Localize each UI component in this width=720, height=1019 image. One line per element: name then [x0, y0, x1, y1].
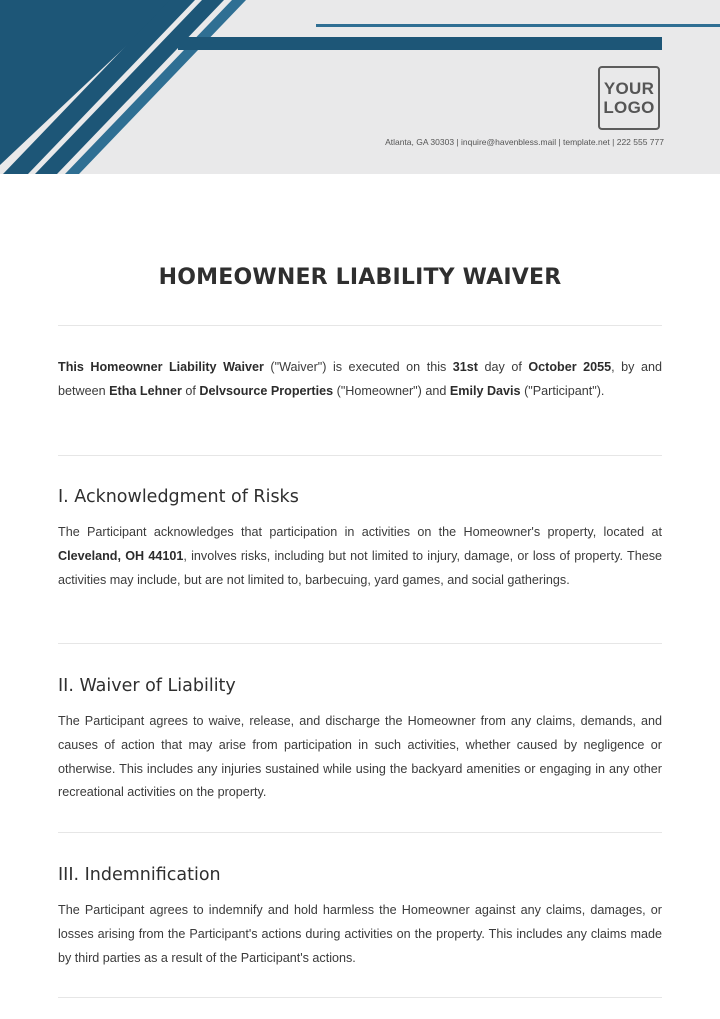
intro-text: ("Participant"). — [520, 383, 605, 398]
document-title: HOMEOWNER LIABILITY WAIVER — [158, 265, 562, 290]
divider — [58, 325, 662, 326]
section-body-indemnification: The Participant agrees to indemnify and hold harmless the Homeowner against any claims, damages, or losses arising from the Participant's actions during activities on the property. This includes any claims made by third parties as a result of the Participant's actions. — [58, 903, 662, 965]
intro-text: ("Waiver") is executed on this — [263, 360, 453, 374]
company-name: Delvsource Properties — [199, 383, 334, 398]
section-text: The Participant acknowledges that participation in activities on the Homeowner's property, located at — [58, 525, 662, 539]
intro-text: ("Homeowner") and — [333, 383, 450, 398]
property-location: Cleveland, OH 44101 — [58, 548, 184, 563]
letterhead-banner — [0, 0, 720, 174]
participant-name: Emily Davis — [449, 383, 521, 398]
divider — [58, 997, 662, 998]
intro-paragraph — [58, 356, 662, 404]
execution-month-year: October 2055 — [528, 360, 612, 374]
divider — [58, 455, 662, 456]
intro-text: , by and between — [58, 360, 662, 398]
intro-text: day of — [478, 360, 529, 374]
company-logo-placeholder — [598, 66, 660, 130]
section-body-waiver: The Participant agrees to waive, release, and discharge the Homeowner from any claims, demands, and causes of action that may arise from participation in such activities, whether caused by negligence or otherwise. This includes any injuries sustained while using the backyard amenities or engaging in any other recreational activities on the property. — [58, 714, 662, 800]
section-heading-waiver: II. Waiver of Liability — [58, 676, 236, 696]
intro-text: of — [181, 383, 200, 398]
section-heading-acknowledgment: I. Acknowledgment of Risks — [58, 487, 299, 507]
homeowner-name: Etha Lehner — [109, 383, 182, 398]
execution-day: 31st — [452, 360, 479, 374]
divider — [58, 643, 662, 644]
logo-text-line2: LOGO — [603, 98, 655, 117]
waiver-name: This Homeowner Liability Waiver — [58, 360, 264, 374]
contact-info: Atlanta, GA 30303 | inquire@havenbless.mail | template.net | 222 555 777 — [385, 137, 664, 147]
divider — [58, 832, 662, 833]
section-heading-indemnification: III. Indemnification — [58, 865, 221, 885]
logo-text-line1: YOUR — [603, 79, 655, 98]
section-text: , involves risks, including but not limited to injury, damage, or loss of property. These activities may include, but are not limited to, barbecuing, yard games, and social gatherings. — [58, 548, 662, 587]
section-body-acknowledgment — [58, 521, 662, 592]
